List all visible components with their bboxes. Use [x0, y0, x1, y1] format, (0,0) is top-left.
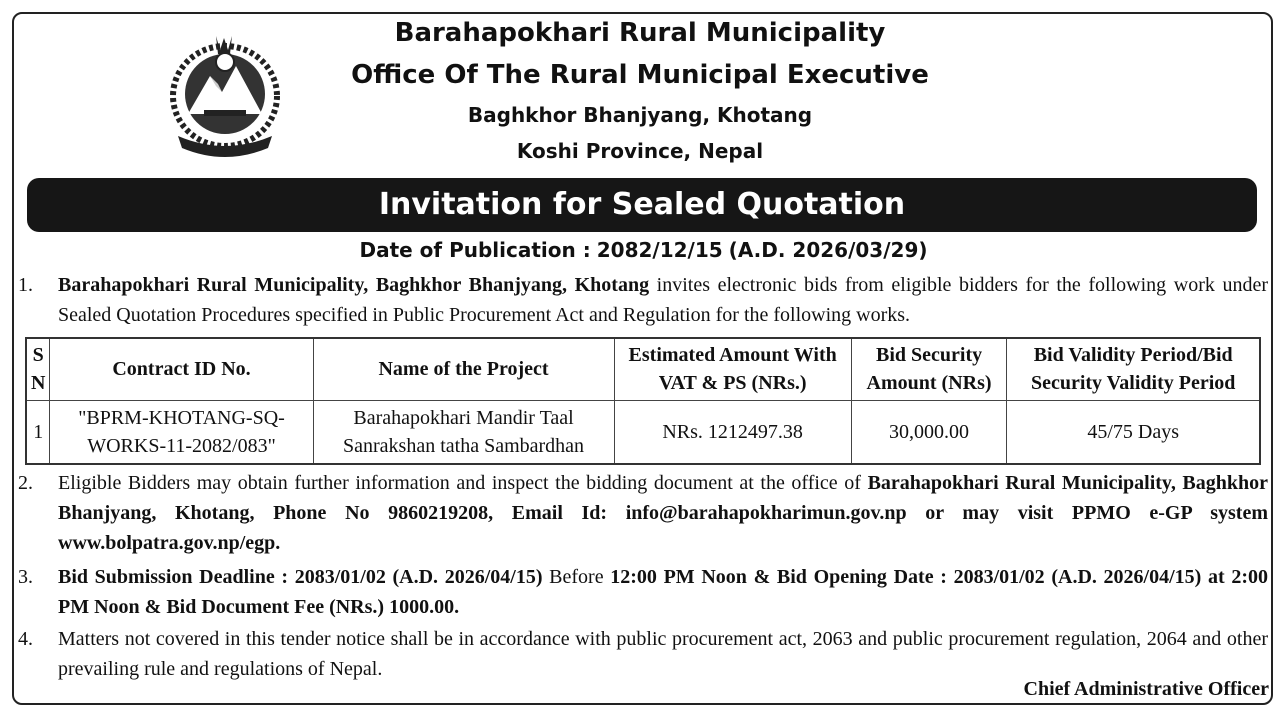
publication-date [0, 238, 1287, 262]
cell-contract-id: "BPRM-KHOTANG-SQ-WORKS-11-2082/083" [50, 400, 313, 464]
notice-title: Invitation for Sealed Quotation [378, 187, 906, 222]
header-bid-security: Bid Security Amount (NRs) [851, 338, 1007, 400]
notice-title-banner [27, 178, 1257, 232]
paragraph-1-text: invites electronic bids from eligible bidders for the following work under Sealed Quotation Procedures specified in Public Procurement Act and Regulation for the following works. [58, 274, 1268, 326]
paragraph-number: 3. [18, 566, 33, 588]
publication-date-ad: (A.D. 2026/03/29) [728, 238, 928, 262]
header-estimated-amount: Estimated Amount With VAT & PS (NRs.) [614, 338, 851, 400]
paragraph-2-bold: Barahapokhari Rural Municipality, Baghkhor Bhanjyang, Khotang, Phone No 9860219208, Email Id: info@barahapokharimun.gov.np or may visit PPMO e-GP system www.bolpatra.gov.np/egp. [58, 472, 1268, 554]
paragraph-number: 4. [18, 628, 33, 650]
header-project-name: Name of the Project [313, 338, 614, 400]
paragraph-3 [18, 562, 1268, 622]
table-row [26, 400, 1260, 464]
cell-estimated-amount: NRs. 1212497.38 [614, 400, 851, 464]
cell-sn: 1 [26, 400, 50, 464]
quotation-table [25, 337, 1261, 465]
paragraph-number: 2. [18, 472, 33, 494]
table-header-row [26, 338, 1260, 400]
paragraph-number: 1. [18, 274, 33, 296]
office-name: Office Of The Rural Municipal Executive [351, 60, 929, 90]
publication-date-bs: 2082/12/15 [596, 238, 723, 262]
paragraph-1 [18, 270, 1268, 330]
province-country: Koshi Province, Nepal [516, 139, 764, 163]
publication-date-label: Date of Publication : [359, 238, 591, 262]
municipality-name: Barahapokhari Rural Municipality [394, 18, 886, 48]
header-validity-period: Bid Validity Period/Bid Security Validity Period [1007, 338, 1260, 400]
paragraph-2 [18, 468, 1268, 558]
header-contract-id: Contract ID No. [50, 338, 313, 400]
paragraph-4-text: Matters not covered in this tender notice shall be in accordance with public procurement act, 2063 and public procurement regulation, 2064 and other prevailing rule and regulations of Nepal. [58, 628, 1268, 680]
header-sn: S N [26, 338, 50, 400]
paragraph-2-text: Eligible Bidders may obtain further information and inspect the bidding document at the office of [58, 472, 868, 494]
paragraph-1-bold: Barahapokhari Rural Municipality, Baghkhor Bhanjyang, Khotang [58, 274, 650, 296]
cell-bid-security: 30,000.00 [851, 400, 1007, 464]
cell-project-name: Barahapokhari Mandir Taal Sanrakshan tatha Sambardhan [313, 400, 614, 464]
paragraph-3-bold-1: Bid Submission Deadline : 2083/01/02 (A.D. 2026/04/15) [58, 566, 543, 588]
signature: Chief Administrative Officer [1023, 678, 1269, 700]
paragraph-4 [18, 624, 1268, 684]
nepal-government-emblem-icon [158, 26, 292, 160]
paragraph-3-bold-2: 12:00 PM Noon & Bid Opening Date : 2083/01/02 (A.D. 2026/04/15) at 2:00 PM Noon & Bid Document Fee (NRs.) 1000.00. [58, 566, 1268, 618]
cell-validity-period: 45/75 Days [1007, 400, 1260, 464]
paragraph-3-text: Before [542, 566, 611, 588]
office-address: Baghkhor Bhanjyang, Khotang [467, 103, 813, 127]
